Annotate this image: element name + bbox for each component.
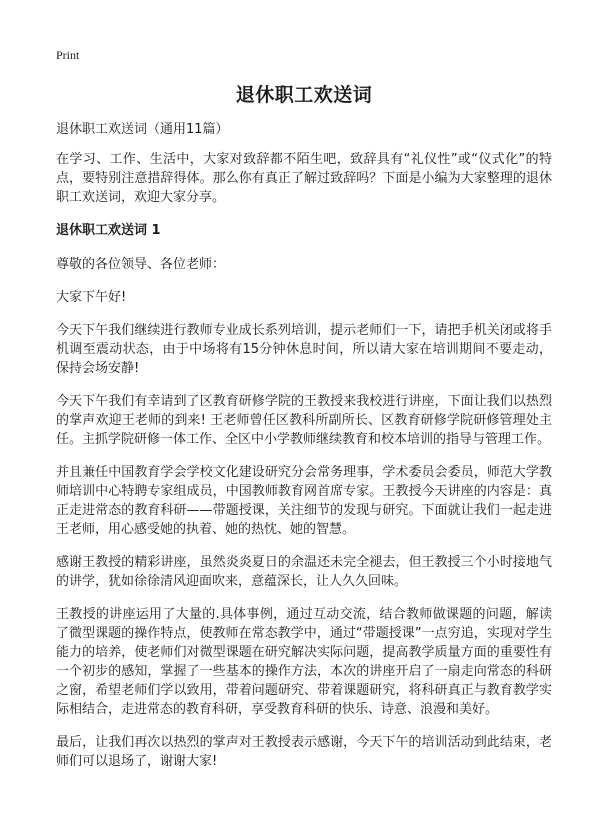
- page-title: 退休职工欢送词: [235, 84, 373, 106]
- body-paragraph: 感谢王教授的精彩讲座，虽然炎炎夏日的余温还未完全褪去，但王教授三个小时接地气的讲学，犹如徐徐清风迎面吹来，意蕴深长，让人久久回味。: [56, 555, 552, 589]
- salutation: 尊敬的各位领导、各位老师：: [56, 257, 226, 272]
- body-paragraph: 今天下午我们继续进行教师专业成长系列培训，提示老师们一下，请把手机关闭或将手机调至震动状态，由于中场将有15分钟休息时间，所以请大家在培训期间不要走动，保持会场安静!: [56, 323, 552, 376]
- document-body: [56, 120, 552, 785]
- greeting: 大家下午好!: [56, 290, 127, 305]
- closing-paragraph: 最后，让我们再次以热烈的掌声对王教授表示感谢，今天下午的培训活动到此结束，老师们可以退场了，谢谢大家!: [56, 735, 552, 769]
- document-subtitle: 退休职工欢送词（通用11篇）: [56, 122, 229, 137]
- body-paragraph: 并且兼任中国教育学会学校文化建设研究分会常务理事，学术委员会委员，师范大学教师培训中心特聘专家组成员，中国教师教育网首席专家。王教授今天讲座的内容是：真正走进常态的教育科研——带题授课，关注细节的发现与研究。下面就让我们一起走进王老师，用心感受她的执着、她的热忱、她的智慧。: [56, 465, 552, 537]
- intro-paragraph: 在学习、工作、生活中，大家对致辞都不陌生吧，致辞具有“礼仪性”或“仪式化”的特点，要特别注意措辞得体。那么你有真正了解过致辞吗？下面是小编为大家整理的退休职工欢送词，欢迎大家分享。: [56, 152, 552, 205]
- body-paragraph: 今天下午我们有幸请到了区教育研修学院的王教授来我校进行讲座，下面让我们以热烈的掌声欢迎王老师的到来! 王老师曾任区教科所副所长、区教育研修学院研修管理处主任。主抓学院研修一体工作、全区中小学教师继续教育和校本培训的指导与管理工作。: [56, 394, 552, 447]
- section-heading: 退休职工欢送词 1: [56, 223, 161, 238]
- print-label: Print: [56, 48, 80, 62]
- body-paragraph: 王教授的讲座运用了大量的.具体事例，通过互动交流，结合教师做课题的问题，解读了微型课题的操作特点，使教师在常态教学中，通过“带题授课”一点穷追，实现对学生能力的培养，使老师们对微型课题在研究解决实际问题，提高教学质量方面的重要性有一个初步的感知，掌握了一些基本的操作方法，本次的讲座开启了一扇走向常态的科研之窗，希望老师们学以致用，带着问题研究、带着课题研究，将科研真正与教育教学实际相结合，走进常态的教育科研，享受教育科研的快乐、诗意、浪漫和美好。: [56, 607, 552, 717]
